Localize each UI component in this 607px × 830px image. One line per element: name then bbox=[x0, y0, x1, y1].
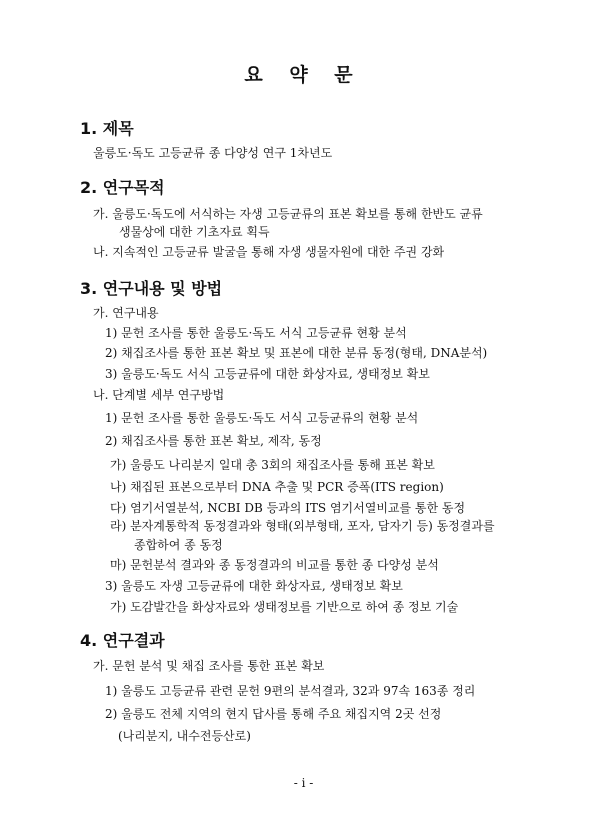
section-4-heading: 4. 연구결과 bbox=[80, 631, 165, 650]
section-1-heading: 1. 제목 bbox=[80, 119, 134, 138]
result-line: 가. 문헌 분석 및 채집 조사를 통한 표본 확보 bbox=[93, 659, 325, 673]
result-line: 2) 울릉도 전체 지역의 현지 답사를 통해 주요 채집지역 2곳 선정 bbox=[105, 707, 442, 721]
method-line: 1) 문헌 조사를 통한 울릉도·독도 서식 고등균류 현황 분석 bbox=[105, 326, 407, 340]
section-1-body: 울릉도·독도 고등균류 종 다양성 연구 1차년도 bbox=[93, 146, 333, 160]
method-line: 3) 울릉도 자생 고등균류에 대한 화상자료, 생태정보 확보 bbox=[105, 579, 403, 593]
result-line: 1) 울릉도 고등균류 관련 문헌 9편의 분석결과, 32과 97속 163종 정리 bbox=[105, 684, 476, 698]
section-2-heading: 2. 연구목적 bbox=[80, 178, 165, 197]
method-line: 가. 연구내용 bbox=[93, 306, 159, 320]
purpose-item-a-cont: 생물상에 대한 기초자료 획득 bbox=[119, 225, 270, 239]
page-title: 요 약 문 bbox=[244, 64, 363, 86]
method-line: 가) 도감발간을 화상자료와 생태정보를 기반으로 하여 종 정보 기술 bbox=[110, 600, 459, 614]
method-line: 3) 울릉도·독도 서식 고등균류에 대한 화상자료, 생태정보 확보 bbox=[105, 367, 430, 381]
method-line: 다) 염기서열분석, NCBI DB 등과의 ITS 염기서열비교를 통한 동정 bbox=[110, 501, 466, 515]
method-line: 2) 채집조사를 통한 표본 확보 및 표본에 대한 분류 동정(형태, DNA분석) bbox=[105, 346, 488, 360]
method-line: 종합하여 종 동정 bbox=[134, 538, 223, 552]
section-3-heading: 3. 연구내용 및 방법 bbox=[80, 279, 223, 298]
method-line: 1) 문헌 조사를 통한 울릉도·독도 서식 고등균류의 현황 분석 bbox=[105, 411, 419, 425]
purpose-item-b: 나. 지속적인 고등균류 발굴을 통해 자생 생물자원에 대한 주권 강화 bbox=[93, 245, 445, 259]
method-line: 나. 단계별 세부 연구방법 bbox=[93, 388, 225, 402]
method-line: 나) 채집된 표본으로부터 DNA 추출 및 PCR 증폭(ITS region) bbox=[110, 480, 444, 494]
purpose-item-a: 가. 울릉도·독도에 서식하는 자생 고등균류의 표본 확보를 통해 한반도 균류 bbox=[93, 207, 483, 221]
method-line: 가) 울릉도 나리분지 일대 총 3회의 채집조사를 통해 표본 확보 bbox=[110, 458, 435, 472]
result-line: (나리분지, 내수전등산로) bbox=[118, 729, 251, 743]
page-number: - i - bbox=[293, 776, 314, 790]
method-line: 마) 문헌분석 결과와 종 동정결과의 비교를 통한 종 다양성 분석 bbox=[110, 558, 439, 572]
method-line: 2) 채집조사를 통한 표본 확보, 제작, 동정 bbox=[105, 434, 322, 448]
method-line: 라) 분자계통학적 동정결과와 형태(외부형태, 포자, 담자기 등) 동정결과를 bbox=[110, 519, 495, 533]
